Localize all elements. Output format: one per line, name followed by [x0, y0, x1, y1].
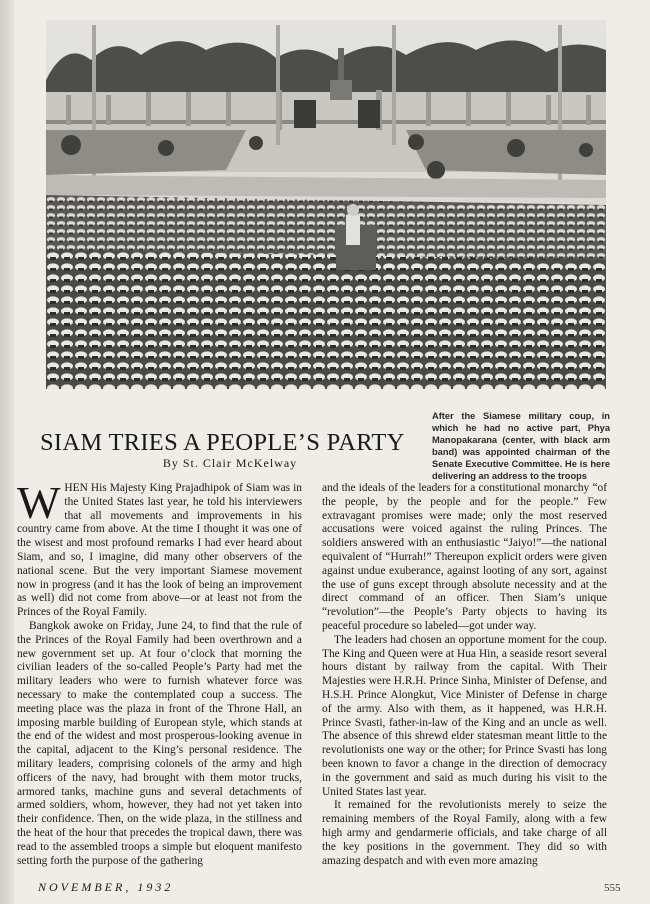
article-column-left — [17, 482, 302, 872]
photo-illustration — [46, 20, 606, 389]
drop-cap: W — [17, 482, 61, 528]
photo-troops-assembly — [46, 20, 606, 389]
issue-date: NOVEMBER, 1932 — [38, 880, 174, 894]
article-paragraph — [17, 482, 302, 620]
article-paragraph: Bangkok awoke on Friday, June 24, to find that the rule of the Princes of the Royal Family had been overthrown and a new government set up. At four o’clock that morning the civilian leaders of the so-called People’s Party had met the military leaders who were to furnish whatever force was necessary to make the contemplated coup a success. The meeting place was the plaza in front of the Throne Hall, an imposing marble building of European style, which stands at the end of the widest and most prosperous-looking avenue in the capital, adjacent to the King’s personal residence. The military leaders, comprising colonels of the army and high officers of the navy, had brought with them motor trucks, armored tanks, machine guns and several detachments of armed soldiers, whom, however, they had not yet taken into their confidence. Then, on the wide plaza, in the stillness and the heat of the hour that precedes the tropical dawn, there was read to the assembled troops a simple but eloquent manifesto setting forth the purpose of the gathering — [17, 619, 302, 867]
article-column-right — [322, 482, 607, 872]
photo-caption: After the Siamese military coup, in which he had no active part, Phya Manopakarana (center, with black arm band) was appointed chairman of the Senate Executive Committee. He is here delivering an address to the troops — [432, 411, 610, 481]
article-paragraph: and the ideals of the leaders for a constitutional monarchy “of the people, by the people and for the people.” Few extravagant promises were made; only the most reserved accusations were voiced against the ruling Princes. The soldiers answered with an enthusiastic “Jaiyo!”—the national equivalent of “Hurrah!” Thereupon explicit orders were given against undue exuberance, against looting of any sort, against the use of guns except through absolute necessity and at the direct command of an officer. Then Siam’s unique “revolution”—the People’s Party objects to having its peaceful procedure so labeled—got under way. — [322, 482, 607, 632]
paragraph-text: HEN His Majesty King Prajadhipok of Siam was in the United States last year, he told his interviewers that all movements and improvements in his country came from above. At the time I thought it was one of the wisest and most profound remarks I had ever heard about Siam, and so, I imagine, did many other observers of the national scene. But the very important Siamese movement now in progress (and it has the look of being an improvement as well) did not come from above—or at least not from the Princes of the Royal Family. — [17, 482, 302, 619]
article-byline: By St. Clair McKelway — [162, 456, 298, 470]
article-paragraph: It remained for the revolutionists merely to seize the remaining members of the Royal Family, along with a few high army and gendarmerie officials, and take charge of all the key positions in the government. They did so with amazing despatch and with even more amazing — [322, 799, 607, 867]
page-gutter-shadow — [0, 0, 14, 904]
article-paragraph: The leaders had chosen an opportune moment for the coup. The King and Queen were at Hua Hin, a seaside resort several hours distant by railway from the capital. With Their Majesties were H.R.H. Prince Sinha, Minister of Defense, and H.S.H. Prince Alongkut, Vice Minister of Defense in charge of the army. Also with them, as it happened, was H.R.H. Prince Svasti, father-in-law of the King and an uncle as well. The absence of this shrewd elder statesman meant little to the revolutionists one way or the other; for Prince Svasti has long been known to favor a change in the direction of democracy in the government and said as much during his visit to the United States last year. — [322, 633, 607, 798]
page-number: 555 — [604, 882, 621, 894]
article-headline: SIAM TRIES A PEOPLE’S PARTY — [40, 429, 405, 457]
